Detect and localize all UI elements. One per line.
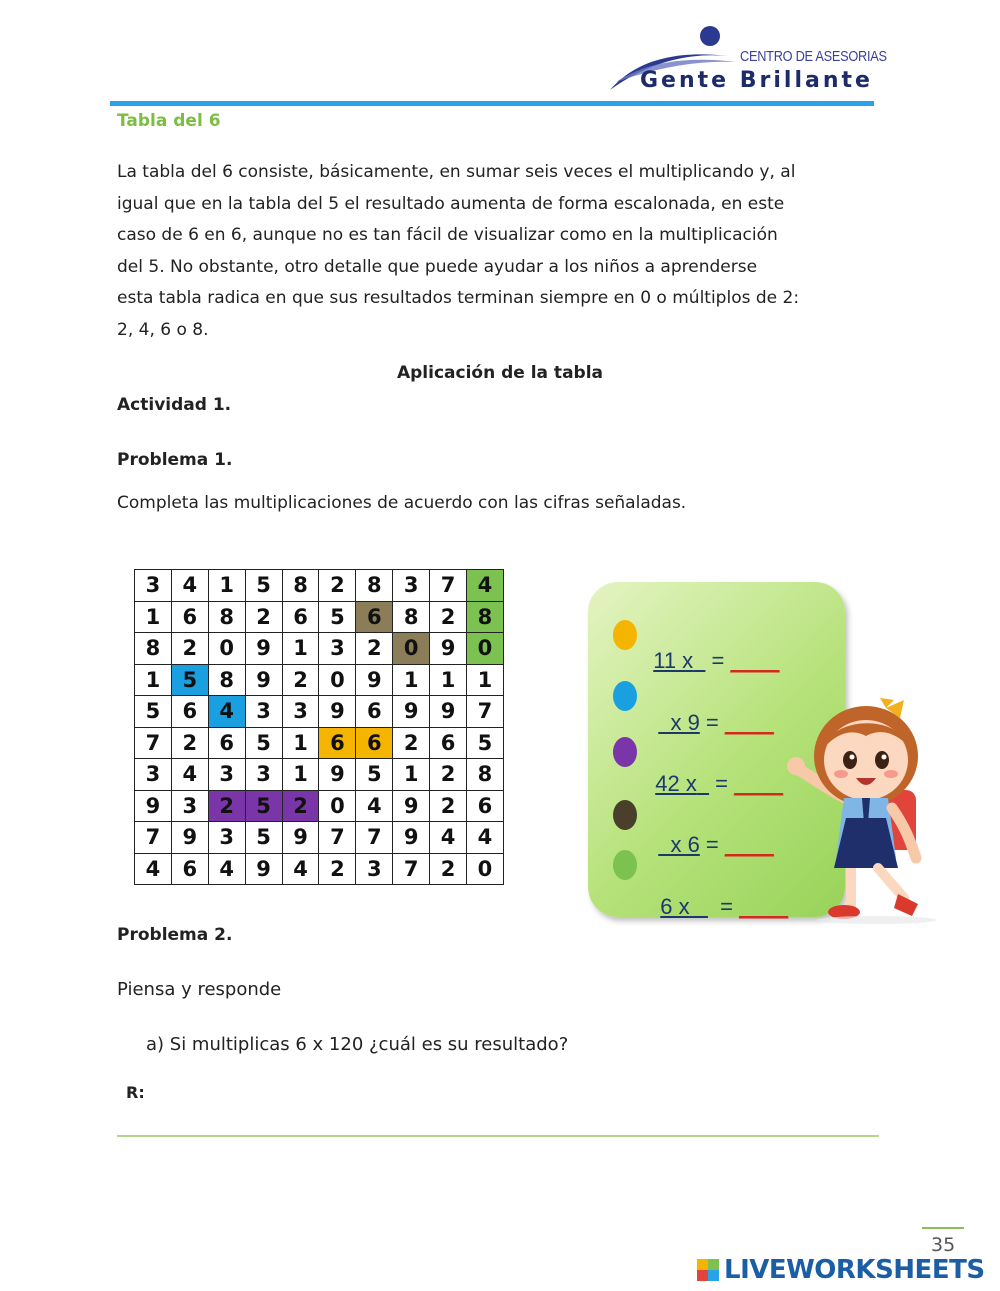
grid-cell[interactable]: 1 xyxy=(430,664,467,696)
logo-title: Gente Brillante xyxy=(640,68,873,93)
grid-cell[interactable]: 2 xyxy=(245,601,282,633)
grid-cell[interactable]: 8 xyxy=(467,759,504,791)
grid-cell[interactable]: 6 xyxy=(356,696,393,728)
grid-cell[interactable]: 9 xyxy=(430,633,467,665)
grid-cell[interactable]: 2 xyxy=(319,570,356,602)
problem1-instruction: Completa las multiplicaciones de acuerdo con las cifras señaladas. xyxy=(117,493,687,513)
grid-cell[interactable]: 0 xyxy=(319,790,356,822)
equation-lead: x 6 xyxy=(658,832,700,857)
grid-cell[interactable]: 6 xyxy=(467,790,504,822)
grid-cell[interactable]: 5 xyxy=(245,790,282,822)
equation-gap xyxy=(693,648,705,673)
equation-lead: 6 x xyxy=(660,894,690,919)
green-dot-icon xyxy=(613,850,637,880)
paragraph-line: 2, 4, 6 o 8. xyxy=(117,319,209,340)
grid-cell[interactable]: 4 xyxy=(208,853,245,885)
answer-blank[interactable]: ____ xyxy=(734,771,784,796)
grid-cell[interactable]: 9 xyxy=(171,822,208,854)
grid-row xyxy=(135,853,504,885)
grid-cell[interactable]: 3 xyxy=(245,759,282,791)
grid-cell[interactable]: 9 xyxy=(282,822,319,854)
grid-cell[interactable]: 3 xyxy=(393,570,430,602)
grid-cell[interactable]: 9 xyxy=(393,696,430,728)
grid-row xyxy=(135,822,504,854)
grid-cell[interactable]: 1 xyxy=(282,727,319,759)
grid-cell[interactable]: 4 xyxy=(282,853,319,885)
purple-dot-icon xyxy=(613,737,637,767)
grid-cell[interactable]: 3 xyxy=(208,822,245,854)
grid-cell[interactable]: 8 xyxy=(467,601,504,633)
equation-row xyxy=(646,684,774,736)
grid-cell[interactable]: 4 xyxy=(430,822,467,854)
liveworksheets-logo-icon xyxy=(697,1259,719,1281)
grid-cell[interactable]: 6 xyxy=(356,727,393,759)
grid-cell[interactable]: 4 xyxy=(356,790,393,822)
grid-cell[interactable]: 2 xyxy=(393,727,430,759)
grid-cell[interactable]: 2 xyxy=(430,790,467,822)
equation-input[interactable] xyxy=(658,832,700,857)
logo-subtitle: CENTRO DE ASESORIAS xyxy=(740,48,887,65)
equation-gap xyxy=(697,771,709,796)
grid-cell[interactable]: 3 xyxy=(282,696,319,728)
grid-cell[interactable]: 6 xyxy=(319,727,356,759)
grid-cell[interactable]: 4 xyxy=(467,822,504,854)
grid-cell[interactable]: 9 xyxy=(245,664,282,696)
footer-brand[interactable]: LIVEWORKSHEETS xyxy=(724,1255,985,1285)
grid-cell[interactable]: 6 xyxy=(356,601,393,633)
question-a: a) Si multiplicas 6 x 120 ¿cuál es su resultado? xyxy=(146,1034,569,1055)
grid-cell[interactable]: 2 xyxy=(171,633,208,665)
equation-row xyxy=(646,806,774,858)
grid-cell[interactable]: 1 xyxy=(208,570,245,602)
grid-cell[interactable]: 9 xyxy=(319,759,356,791)
grid-cell[interactable]: 1 xyxy=(282,759,319,791)
grid-cell[interactable]: 5 xyxy=(245,822,282,854)
grid-cell[interactable]: 2 xyxy=(356,633,393,665)
paragraph-line: caso de 6 en 6, aunque no es tan fácil de visualizar como en la multiplicación xyxy=(117,225,778,245)
answer-blank[interactable]: ____ xyxy=(730,648,780,673)
grid-cell[interactable]: 6 xyxy=(430,727,467,759)
equation-input[interactable] xyxy=(653,648,705,673)
equation-lead: 42 x xyxy=(655,771,697,796)
grid-row xyxy=(135,570,504,602)
grid-cell[interactable]: 1 xyxy=(467,664,504,696)
equation-lead: x 9 xyxy=(658,710,700,735)
answer-field[interactable] xyxy=(150,1078,870,1108)
grid-cell[interactable]: 8 xyxy=(208,664,245,696)
equation-input[interactable] xyxy=(660,894,708,919)
grid-row xyxy=(135,696,504,728)
grid-cell[interactable]: 7 xyxy=(356,822,393,854)
grid-cell[interactable]: 2 xyxy=(430,853,467,885)
grid-cell[interactable]: 3 xyxy=(356,853,393,885)
grid-cell[interactable]: 5 xyxy=(245,570,282,602)
header-divider xyxy=(110,101,874,106)
equation-row xyxy=(641,622,779,674)
grid-cell[interactable]: 4 xyxy=(208,696,245,728)
page-number-rule xyxy=(922,1227,964,1229)
equation-equals: = xyxy=(707,894,740,919)
grid-cell[interactable]: 2 xyxy=(282,790,319,822)
grid-cell[interactable]: 4 xyxy=(135,853,172,885)
grid-cell[interactable]: 3 xyxy=(135,759,172,791)
grid-cell[interactable]: 5 xyxy=(245,727,282,759)
paragraph-line: esta tabla radica en que sus resultados terminan siempre en 0 o múltiplos de 2: xyxy=(117,288,800,308)
blue-dot-icon xyxy=(613,681,637,711)
brown-dot-icon xyxy=(613,800,637,830)
grid-cell[interactable]: 7 xyxy=(135,822,172,854)
grid-cell[interactable]: 9 xyxy=(430,696,467,728)
yellow-dot-icon xyxy=(613,620,637,650)
grid-cell[interactable]: 9 xyxy=(245,853,282,885)
grid-cell[interactable]: 5 xyxy=(135,696,172,728)
grid-cell[interactable]: 5 xyxy=(319,601,356,633)
grid-cell[interactable]: 2 xyxy=(282,664,319,696)
answer-blank[interactable]: ____ xyxy=(724,832,774,857)
grid-cell[interactable]: 2 xyxy=(208,790,245,822)
equation-equals: = xyxy=(705,648,731,673)
paragraph-line: del 5. No obstante, otro detalle que puede ayudar a los niños a aprenderse xyxy=(117,256,758,277)
paragraph-line: La tabla del 6 consiste, básicamente, en sumar seis veces el multiplicando y, al xyxy=(117,162,796,182)
grid-cell[interactable]: 9 xyxy=(319,696,356,728)
answer-line xyxy=(117,1135,879,1137)
grid-cell[interactable]: 3 xyxy=(319,633,356,665)
equation-row xyxy=(648,868,788,920)
grid-cell[interactable]: 7 xyxy=(135,727,172,759)
grid-cell[interactable]: 2 xyxy=(430,759,467,791)
grid-cell[interactable]: 1 xyxy=(393,759,430,791)
grid-cell[interactable]: 3 xyxy=(245,696,282,728)
grid-cell[interactable]: 1 xyxy=(393,664,430,696)
grid-row xyxy=(135,727,504,759)
equation-equals: = xyxy=(699,710,725,735)
grid-row xyxy=(135,790,504,822)
answer-blank[interactable]: ____ xyxy=(739,894,789,919)
grid-cell[interactable]: 9 xyxy=(135,790,172,822)
intro-paragraph xyxy=(117,157,887,346)
equation-row xyxy=(643,745,783,797)
grid-cell[interactable]: 2 xyxy=(430,601,467,633)
page-number: 35 xyxy=(931,1234,956,1256)
grid-cell[interactable]: 0 xyxy=(393,633,430,665)
grid-cell[interactable]: 7 xyxy=(393,853,430,885)
grid-cell[interactable]: 0 xyxy=(467,633,504,665)
grid-cell[interactable]: 4 xyxy=(171,570,208,602)
number-grid xyxy=(134,569,504,885)
grid-row xyxy=(135,664,504,696)
grid-cell[interactable]: 9 xyxy=(356,664,393,696)
grid-cell[interactable]: 6 xyxy=(282,601,319,633)
grid-cell[interactable]: 1 xyxy=(282,633,319,665)
grid-cell[interactable]: 1 xyxy=(135,601,172,633)
equation-gap xyxy=(690,894,708,919)
paragraph-line: igual que en la tabla del 5 el resultado aumenta de forma escalonada, en este xyxy=(117,193,785,214)
answer-label: R: xyxy=(126,1083,145,1102)
grid-cell[interactable]: 0 xyxy=(208,633,245,665)
grid-cell[interactable]: 9 xyxy=(245,633,282,665)
grid-cell[interactable]: 3 xyxy=(171,790,208,822)
activity-label: Actividad 1. xyxy=(117,395,232,415)
equation-input[interactable] xyxy=(658,710,700,735)
application-heading: Aplicación de la tabla xyxy=(396,363,604,383)
grid-cell[interactable]: 6 xyxy=(171,696,208,728)
equation-equals: = xyxy=(699,832,725,857)
grid-cell[interactable]: 6 xyxy=(208,727,245,759)
grid-cell[interactable]: 8 xyxy=(208,601,245,633)
grid-row xyxy=(135,633,504,665)
grid-cell[interactable]: 9 xyxy=(393,822,430,854)
problem2-label: Problema 2. xyxy=(117,925,233,945)
grid-cell[interactable]: 6 xyxy=(171,601,208,633)
equation-input[interactable] xyxy=(655,771,709,796)
grid-cell[interactable]: 2 xyxy=(319,853,356,885)
grid-cell[interactable]: 9 xyxy=(393,790,430,822)
grid-cell[interactable]: 8 xyxy=(282,570,319,602)
section-title: Tabla del 6 xyxy=(117,111,221,131)
grid-cell[interactable]: 5 xyxy=(356,759,393,791)
grid-cell[interactable]: 3 xyxy=(208,759,245,791)
problem2-instruction: Piensa y responde xyxy=(117,979,282,1000)
grid-row xyxy=(135,759,504,791)
grid-cell[interactable]: 1 xyxy=(135,664,172,696)
grid-cell[interactable]: 7 xyxy=(467,696,504,728)
answer-blank[interactable]: ____ xyxy=(724,710,774,735)
grid-cell[interactable]: 6 xyxy=(171,853,208,885)
problem1-label: Problema 1. xyxy=(117,450,233,470)
grid-cell[interactable]: 4 xyxy=(467,570,504,602)
grid-cell[interactable]: 5 xyxy=(467,727,504,759)
grid-cell[interactable]: 2 xyxy=(171,727,208,759)
grid-cell[interactable]: 5 xyxy=(171,664,208,696)
grid-cell[interactable]: 7 xyxy=(319,822,356,854)
grid-cell[interactable]: 8 xyxy=(393,601,430,633)
grid-cell[interactable]: 7 xyxy=(430,570,467,602)
girl-illustration xyxy=(786,698,946,928)
grid-cell[interactable]: 3 xyxy=(135,570,172,602)
grid-cell[interactable]: 4 xyxy=(171,759,208,791)
grid-row xyxy=(135,601,504,633)
equation-lead: 11 x xyxy=(653,648,694,673)
equation-equals: = xyxy=(709,771,735,796)
grid-cell[interactable]: 0 xyxy=(319,664,356,696)
grid-cell[interactable]: 8 xyxy=(356,570,393,602)
grid-cell[interactable]: 8 xyxy=(135,633,172,665)
grid-cell[interactable]: 0 xyxy=(467,853,504,885)
